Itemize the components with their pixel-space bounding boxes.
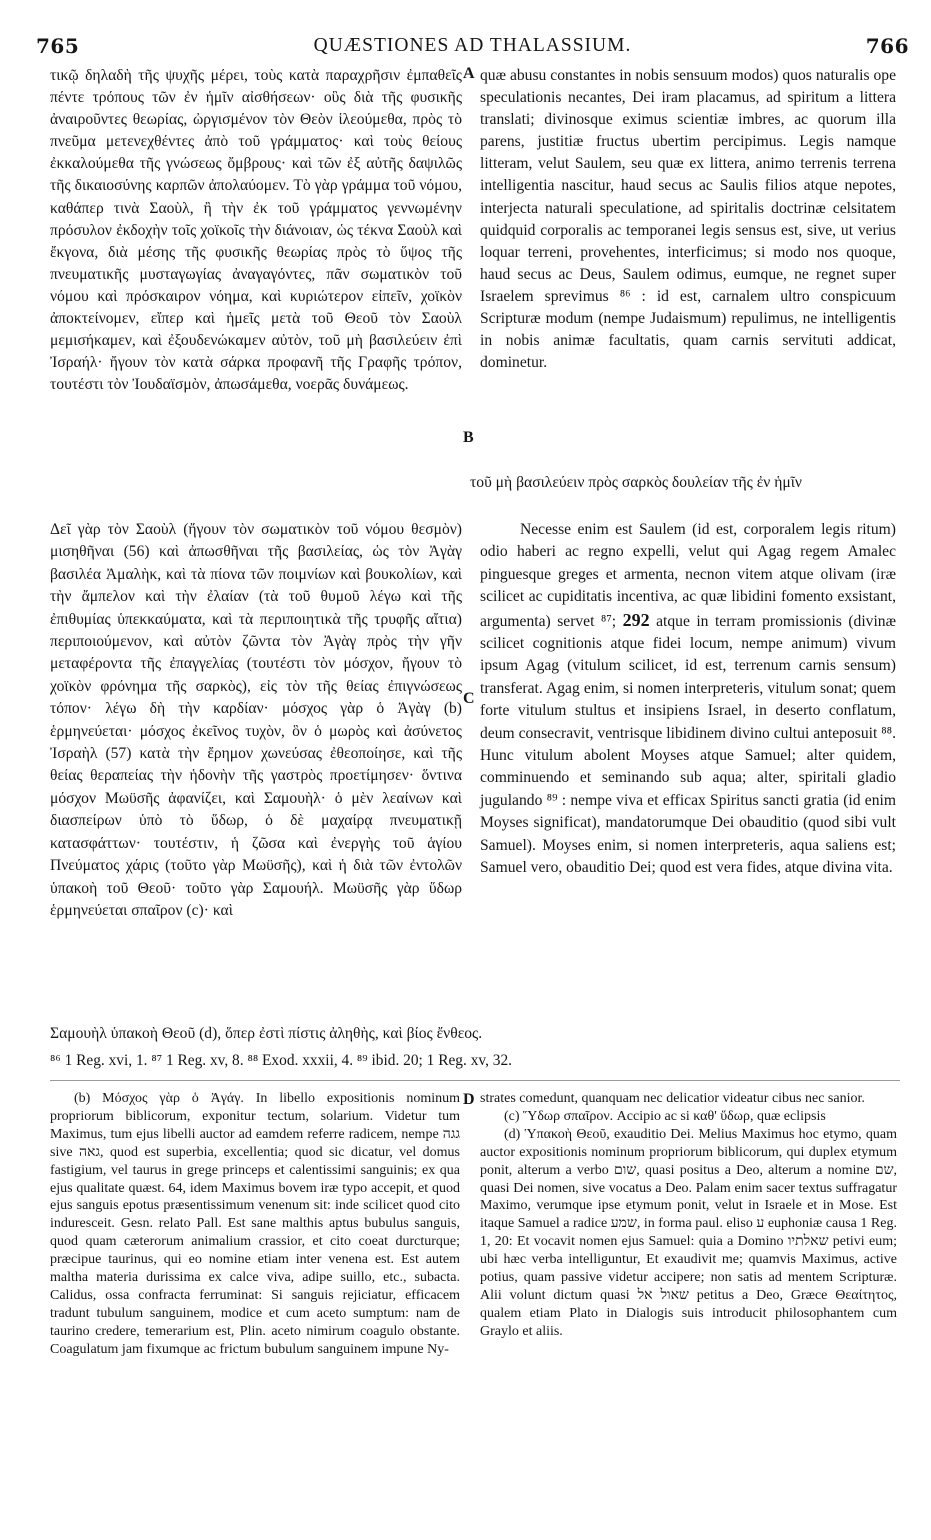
running-title: QUÆSTIONES AD THALASSIUM. [313, 35, 632, 56]
footnote-divider [50, 1080, 900, 1081]
footnote-b-continued: strates comedunt, quanquam nec delicatior videatur cibus nec sanior. [480, 1091, 865, 1106]
column-marker-d: D [463, 1091, 475, 1108]
page-header [36, 34, 909, 60]
latin-text-column-second [480, 519, 896, 880]
footnote-b: (b) Μόσχος γὰρ ὁ Ἀγάγ. In libello expositionis nominum propriorum biblicorum, exponitur tectum, solarium. Videtur tum Maximus, tum ejus libelli auctor ad eamdem referre radicem, nempe גגה sive גאה, quod est superbia, excellentia; quod sic dicatur, vel domus fastigium, vel taurus in grege princeps et calentissimi sanguinis; ex qua ejus qualitate quæst. 64, idem Maximus bovem iræ typo accepit, et quod ejus sanguis epotus præsentissimum venenum sit: inde scilicet quod cito induresceit. Gesn. relato Pall. Est sane malthis aptus bubulus sanguis, quod quam cæterorum animalium crassior, et cito coeat durcturque; præcipue taurinus, qui eo nomine etiam inter venena est. Est autem maltha materia durissima ex calce viva, adipe suillo, etc., subacta. Calidus, ossa confracta ferruminat: Si sanguis rejiciatur, efficacem tradunt tubulum sanguinem, modice et cum aceto sumptum: nam de taurino credere, temerarium est, Plin. aceto nimirum coagulo obstante. Coagulatum jam fixumque ac frictum bubulum sanguinem impune Ny- [50, 1091, 460, 1357]
column-marker-c: C [463, 690, 475, 707]
footnote-d: (d) Ὑπακοὴ Θεοῦ, exauditio Dei. Melius Maximus hoc etymo, quam auctor expositionis nominum propriorum biblicorum, qui duplex etymum ponit, alterum a verbo שום, quasi positus a Deo, alterum a nomine שם, quasi Dei nomen, sive vocatus a Deo. Palam enim sacer textus suffragatur Maximo, verumque ipse etymum ponit, velut in Israele et in Mose. Est itaque Samuel a radice שמע, in forma paul. eliso ע euphoniæ causa 1 Reg. 1, 20: Et vocavit nomen ejus Samuel: quia a Domino שאלתיו petivi eum; ubi hæc verba intelliguntur, Et exaudivit me; quamvis Maximus, active potius, quam passive videtur accipere; non satis ad mentem Scripturæ. Alii volunt dictum quasi שאול אל petitus a Deo, Græce Θεαίτητος, qualem etiam Plato in Dialogis suis introducit philosophantem cum Graylo et aliis. [480, 1126, 897, 1339]
latin-text-column-top [480, 65, 896, 374]
footnotes-left-column [50, 1090, 460, 1359]
greek-bridge-line: τοῦ μὴ βασιλεύειν πρὸς σαρκὸς δουλείαν τῆς ἐν ἡμῖν [470, 474, 802, 491]
greek-closing-line: Σαμουὴλ ὑπακοὴ Θεοῦ (d), ὅπερ ἐστὶ πίστις ἀληθὴς, καὶ βίος ἔνθεος. [50, 1025, 483, 1042]
column-number-292: 292 [622, 609, 650, 630]
scripture-references: ⁸⁶ 1 Reg. xvi, 1. ⁸⁷ 1 Reg. xv, 8. ⁸⁸ Exod. xxxii, 4. ⁸⁹ ibid. 20; 1 Reg. xv, 32. [50, 1052, 513, 1069]
greek-text-column-second [50, 519, 462, 922]
latin-text-part-2: atque in terram promissionis (divinæ scilicet cognitionis atque fidei locum, nempe animum) vivum ipsum Agag (vitulum scilicet, id est, terrenum carnis sensum) transferat. Agag enim, si nomen interpreteris, vitulum sonat; quem forte vitulum stultus et insipiens Israel, in deserto conflatum, deum consecravit, ventrisque libidinem divino cultui anteposuit ⁸⁸. Hunc vitulum abolent Moyses atque Samuel; alter quidem, comminuendo et seminando sub aqua; alter, spiritali gladio jugulando ⁸⁹ : nempe viva et efficax Spiritus sancti gratia (id enim Moyses significat), mandatorumque Dei obauditio (quod sibi vult Samuel). Moyses enim, si nomen interpreteris, aqua saliens est; Samuel vero, obauditio Dei; quod est vera fides, atque divina vita. [480, 612, 896, 877]
greek-paragraph-2: Δεῖ γὰρ τὸν Σαοὺλ (ἤγουν τὸν σωματικὸν τοῦ νόμου θεσμὸν) μισηθῆναι (56) καὶ ἀπωσθῆναι τῆς βασιλείας, ὡς τὸν Ἀγὰγ βασιλέα Ἀμαλὴκ, καὶ τὰ πίονα τῶν ποιμνίων καὶ βουκολίων, καὶ τὴν ἄμπελον καὶ τὴν ἐλαίαν (τὰ τοῦ θυμοῦ λέγω καὶ τῆς ἐπιθυμίας ὑπεκκαύματα, καὶ τὰ περιποιητικὰ τῆς τρυφῆς αἴτια) περιποιούμενον, καὶ αὐτὸν ζῶντα τὸν Ἀγὰγ πρὸς τὴν γῆν μεταφέροντα τῆς ἐπαγγελίας (τουτέστι τὸν μόσχον, ἤγουν τὸ χοϊκὸν φρόνημα τῆς σαρκὸς), εἰς τὸν τῆς θείας ἐπιγνώσεως τόπον· λέγω δὴ τὴν καρδίαν· μόσχος γὰρ ὁ Ἀγὰγ (b) ἑρμηνεύεται· μόσχος ἐκεῖνος τυχὸν, ὃν ὁ μωρὸς καὶ ἀσύνετος Ἰσραὴλ (57) κατὰ τὴν ἔρημον χωνεύσας ἐθεοποίησε, καὶ τῆς θείας θεραπείας τὴν ἡδονὴν τῆς γαστρὸς προετίμησεν· ὅντινα μόσχον Μωϋσῆς ἀφανίζει, καὶ Σαμουὴλ· ὁ μὲν λεαίνων καὶ διασπείρων ὑπὸ τὸ ὕδωρ, ὁ δὲ μαχαίρᾳ πνευματικῇ κατασφάττων· τουτέστιν, ἡ ζῶσα καὶ ἐνεργὴς τοῦ ἁγίου Πνεύματος χάρις (τοῦτο γὰρ Μωϋσῆς), καὶ ἡ διὰ τῶν ἐντολῶν ὑπακοὴ τοῦ Θεοῦ· τοῦτο γὰρ Σαμουήλ. Μωϋσῆς γὰρ ὕδωρ ἑρμηνεύεται σπαῖρον (c)· καὶ [50, 521, 462, 919]
page-number-left: 765 [36, 34, 80, 58]
latin-text-part-1: Necesse enim est Saulem (id est, corporalem legis ritum) odio haberi ac regno expelli, velut qui Agag regem Amalec pinguesque greges et armenta, necnon vitem atque olivam (iræ scilicet ac cupiditatis incentiva, ac quæ libidini fomento exsistant, argumenta) servet ⁸⁷; [480, 521, 896, 630]
greek-paragraph: τικῷ δηλαδὴ τῆς ψυχῆς μέρει, τοὺς κατὰ παραχρῆσιν ἐμπαθεῖς πέντε τρόπους τῶν ἐν ἡμῖν αἰσθήσεων· οὓς διὰ τῆς φυσικῆς ἀναιροῦντες θεωρίας, ὠργισμένον τὸν Θεὸν ἱλεούμεθα, πρὸς τὸ πνεῦμα μετενεχθέντες ἀπὸ τοῦ γράμματος· καὶ τοὺς θείους ἐκκαλούμεθα τῆς γνώσεως ὄμβρους· καὶ τῶν ἐξ αὐτῆς δαψιλῶς τῆς δικαιοσύνης καρπῶν ἀπολαύομεν. Τὸ γὰρ γράμμα τοῦ νόμου, καθάπερ τινὰ Σαοὺλ, ἢ τὴν ἐκ τοῦ γράμματος γεννωμένην πρόσυλον ἐκδοχὴν τοῖς χοϊκοῖς τὴν διάνοιαν, ὡς τέκνα Σαοὺλ καὶ ἔκγονα, διὰ μέσης τῆς φυσικῆς θεωρίας πρὸς τὸ ὕψος τῆς πνευματικῆς μυσταγωγίας ἀναγαγόντες, πᾶν σωματικὸν τοῦ νόμου καὶ πρόσκαιρον νόημα, καὶ κυριώτερον εἰπεῖν, χοϊκὸν ἀποκτείνομεν, εἴπερ καὶ ἡμεῖς μετὰ τοῦ Θεοῦ τὸν Σαοὺλ μεμισήκαμεν, καὶ ἐξουδενώκαμεν αὐτὸν, τοῦ μὴ βασιλεύειν ἐπὶ Ἰσραήλ· ἤγουν τὸν κατὰ σάρκα προφανῆ τῆς Γραφῆς τρόπον, τουτέστι τὸν Ἰουδαϊσμὸν, ἀπωσάμεθα, νοερᾶς δυνάμεως. [50, 67, 462, 394]
page-number-right: 766 [865, 34, 909, 58]
footnotes-right-column [480, 1090, 897, 1341]
column-marker-b: B [463, 429, 474, 446]
latin-paragraph-2 [480, 519, 896, 880]
greek-text-column-top [50, 65, 462, 396]
latin-paragraph: quæ abusu constantes in nobis sensuum modos) quos naturalis ope speculationis necantes, Dei iram placamus, ad spiritum a littera translati; divinosque eximus scientiæ imbres, ac quorum illa parens, justitiæ fructus ubertim percipimus. Legis namque litteram, velut Saulem, seu quæ ex littera, animo terrenis terrena intelligentia nascitur, haud secus ac Saulis filios atque nepotes, interjecta naturali speculatione, ad spiritalis doctrinæ celsitatem quidquid corporalis ac temporanei legis sensus est, sive, ut verius loquar terreni, provehentes, interficimus; si modo nos quoque, haud secus ac Deus, Saulem odimus, eumque, ne regnet super Israelem sprevimus ⁸⁶ : id est, carnalem ultro conspicuum Scripturæ modum (nempe Judaismum) repulimus, ne intelligentis in nobis animæ facultatis, quam carnis servituti addicat, dominetur. [480, 67, 896, 372]
column-marker-a: A [463, 65, 475, 82]
footnote-c: (c) Ὕδωρ σπαῖρον. Accipio ac si καθ' ὕδωρ, quæ eclipsis [504, 1108, 826, 1124]
